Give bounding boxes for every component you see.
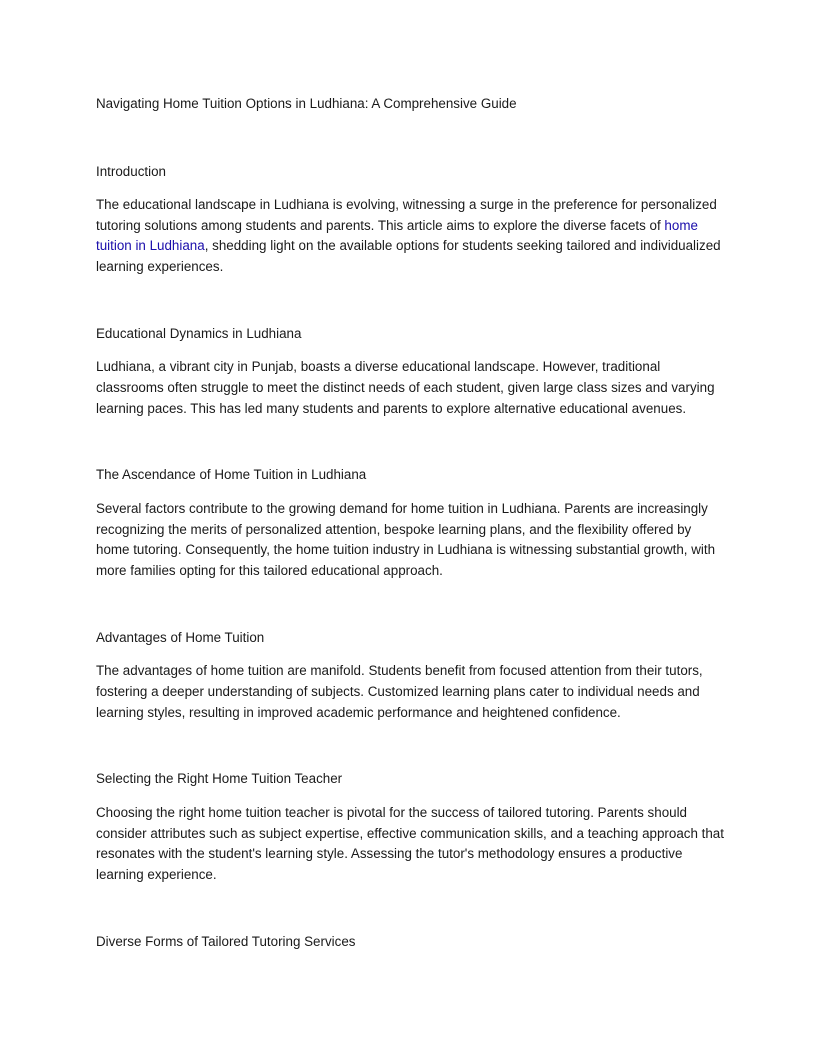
section-diverse-forms bbox=[96, 932, 726, 953]
section-paragraph: Choosing the right home tuition teacher is pivotal for the success of tailored tutoring. Parents should consider attributes such as subject expertise, effective communication skills, and a teaching approach that resonates with the student's learning style. Assessing the tutor's methodology ensures a productive learning experience. bbox=[96, 804, 724, 882]
paragraph-text: The educational landscape in Ludhiana is evolving, witnessing a surge in the preference for personalized tutoring solutions among students and parents. This article aims to explore the diverse facets of bbox=[96, 197, 717, 233]
home-tuition-link[interactable]: home tuition in Ludhiana bbox=[96, 217, 698, 254]
section-heading: Diverse Forms of Tailored Tutoring Services bbox=[96, 933, 356, 949]
document-title: Navigating Home Tuition Options in Ludhiana: A Comprehensive Guide bbox=[96, 96, 517, 111]
section-heading: The Ascendance of Home Tuition in Ludhiana bbox=[96, 467, 367, 483]
section-paragraph: Several factors contribute to the growing demand for home tuition in Ludhiana. Parents are increasingly recognizing the merits of personalized attention, bespoke learning plans, and the flexibility offered by home tutoring. Consequently, the home tuition industry in Ludhiana is witnessing substantial growth, with more families opting for this tailored educational approach. bbox=[96, 500, 716, 579]
section-heading: Educational Dynamics in Ludhiana bbox=[96, 325, 302, 341]
section-advantages bbox=[96, 628, 726, 724]
section-paragraph: Ludhiana, a vibrant city in Punjab, boasts a diverse educational landscape. However, traditional classrooms often struggle to meet the distinct needs of each student, given large class sizes and varying learning paces. This has led many students and parents to explore alternative educational avenues. bbox=[96, 359, 715, 416]
section-introduction bbox=[96, 162, 726, 278]
section-heading: Selecting the Right Home Tuition Teacher bbox=[96, 771, 343, 787]
document-page bbox=[96, 94, 726, 965]
section-heading: Advantages of Home Tuition bbox=[96, 629, 265, 645]
section-heading: Introduction bbox=[96, 163, 166, 179]
section-educational-dynamics bbox=[96, 324, 726, 420]
section-selecting-teacher bbox=[96, 769, 726, 885]
paragraph-text: , shedding light on the available options for students seeking tailored and individualized learning experiences. bbox=[96, 238, 721, 275]
section-paragraph bbox=[96, 195, 726, 278]
section-paragraph: The advantages of home tuition are manifold. Students benefit from focused attention from their tutors, fostering a deeper understanding of subjects. Customized learning plans cater to individual needs and learning styles, resulting in improved academic performance and heightened confidence. bbox=[96, 663, 703, 720]
section-ascendance bbox=[96, 465, 726, 581]
